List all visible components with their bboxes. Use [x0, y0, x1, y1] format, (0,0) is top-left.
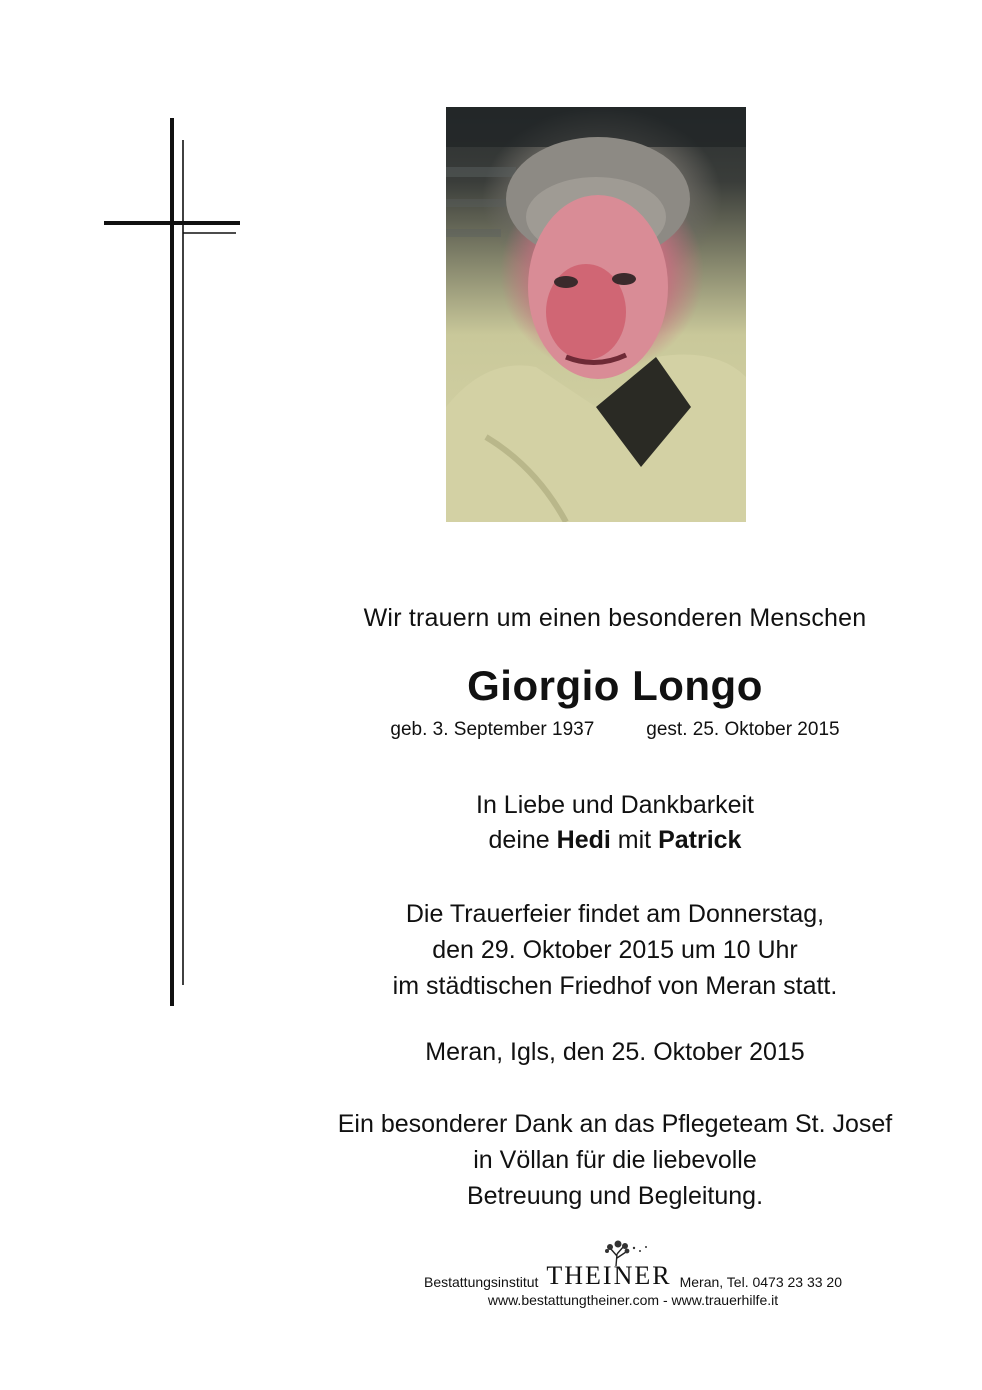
institute-label: Bestattungsinstitut — [423, 1274, 539, 1290]
cross-icon — [0, 0, 260, 1020]
ceremony-line-3: im städtischen Friedhof von Meran statt. — [392, 972, 838, 1000]
footer — [410, 1262, 856, 1308]
survivor-name-1: Hedi — [556, 826, 611, 854]
thanks-line-2: in Völlan für die liebevolle — [473, 1146, 757, 1174]
love-line-2: deine Hedi mit Patrick — [488, 826, 742, 854]
thanks-section — [330, 1106, 900, 1214]
contact-info: Meran, Tel. 0473 23 33 20 — [679, 1274, 843, 1290]
tree-logo-icon — [598, 1240, 654, 1266]
portrait-photo — [446, 107, 746, 522]
life-dates — [330, 719, 900, 741]
thanks-line-3: Betreuung und Begleitung. — [466, 1182, 764, 1210]
birth-date: geb. 3. September 1937 — [390, 719, 595, 740]
intro-text: Wir trauern um einen besonderen Menschen — [363, 604, 867, 632]
survivor-name-2: Patrick — [658, 826, 742, 854]
ceremony-section — [330, 896, 900, 1004]
websites: www.bestattungtheiner.com - www.trauerhilfe.it — [487, 1292, 779, 1308]
thanks-line-1: Ein besonderer Dank an das Pflegeteam St. Josef — [337, 1110, 893, 1138]
death-date: gest. 25. Oktober 2015 — [646, 719, 840, 740]
ceremony-line-2: den 29. Oktober 2015 um 10 Uhr — [432, 936, 798, 964]
deceased-name: Giorgio Longo — [467, 662, 763, 709]
ceremony-line-1: Die Trauerfeier findet am Donnerstag, — [405, 900, 825, 928]
love-line-1: In Liebe und Dankbarkeit — [476, 791, 754, 819]
brand-name: THEINER — [546, 1262, 671, 1290]
love-section — [330, 788, 900, 858]
place-date: Meran, Igls, den 25. Oktober 2015 — [425, 1038, 805, 1066]
